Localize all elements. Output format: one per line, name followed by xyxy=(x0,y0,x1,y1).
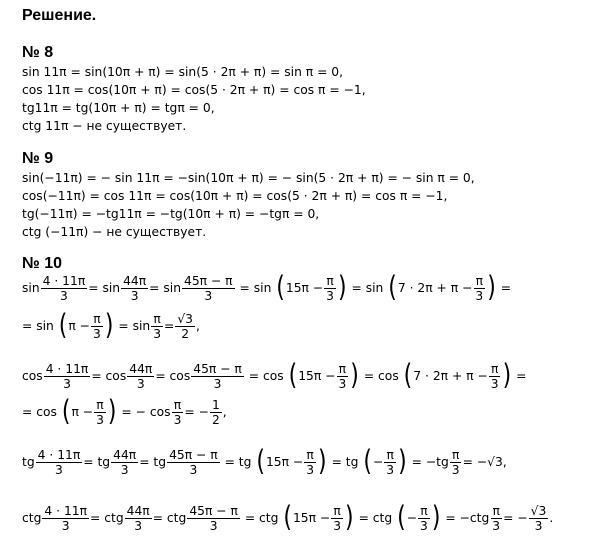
solution-title: Решение. xyxy=(22,7,97,24)
n10-sin-row1: sin $\frac{4 \cdot 11\pi}{3}$ = sin $\frac{44\pi}{3}$ = sin $\frac{45\pi - \pi}{3}$ = sin ( 15π − $\frac{\pi}{3}$ ) = sin ( 7 · 2π + π − $\frac{\pi}{3}$ ) = xyxy=(22,271,512,304)
n8-line-tg: tg11π = tg(10π + π) = tgπ = 0, xyxy=(22,101,215,115)
n9-line-cos: cos(−11π) = cos 11π = cos(10π + π) = cos(5 · 2π + π) = cos π = −1, xyxy=(22,189,448,203)
n10-tg-row: tg $\frac{4 \cdot 11\pi}{3}$ = tg $\frac{44\pi}{3}$ = tg $\frac{45\pi - \pi}{3}$ = tg ( 15π − $\frac{\pi}{3}$ ) = tg ( − $\frac{\pi}{3}$ ) = − tg $\frac{\pi}{3}$ = −√3 , xyxy=(22,445,507,478)
section-8-header: № 8 xyxy=(22,44,54,61)
section-10-header: № 10 xyxy=(22,255,63,272)
n8-line-cos: cos 11π = cos(10π + π) = cos(5 · 2π + π) = cos π = −1, xyxy=(22,83,366,97)
n9-line-ctg: ctg (−11π) − не существует. xyxy=(22,225,207,239)
n10-sin-row2: = sin ( π − $\frac{\pi}{3}$ ) = sin $\frac{\pi}{3}$ = $\frac{√3}{2}$ , xyxy=(22,309,200,342)
n8-line-sin: sin 11π = sin(10π + π) = sin(5 · 2π + π) = sin π = 0, xyxy=(22,65,344,79)
n10-cos-row1: cos $\frac{4 \cdot 11\pi}{3}$ = cos $\frac{44\pi}{3}$ = cos $\frac{45\pi - \pi}{3}$ = cos ( 15π − $\frac{\pi}{3}$ ) = cos ( 7 · 2π + π − $\frac{\pi}{3}$ ) = xyxy=(22,359,527,392)
section-9-header: № 9 xyxy=(22,150,54,167)
n9-line-tg: tg(−11π) = −tg11π = −tg(10π + π) = −tgπ = 0, xyxy=(22,207,320,221)
n10-ctg-row: ctg $\frac{4 \cdot 11\pi}{3}$ = ctg $\frac{44\pi}{3}$ = ctg $\frac{45\pi - \pi}{3}$ = ctg ( 15π − $\frac{\pi}{3}$ ) = ctg ( − $\frac{\pi}{3}$ ) = − ctg $\frac{\pi}{3}$ = − $\frac{√3}{3}$ . xyxy=(22,501,554,534)
n8-line-ctg: ctg 11π − не существует. xyxy=(22,119,187,133)
n9-line-sin: sin(−11π) = − sin 11π = −sin(10π + π) = − sin(5 · 2π + π) = − sin π = 0, xyxy=(22,171,475,185)
n10-cos-row2: = cos ( π − $\frac{\pi}{3}$ ) = − cos $\frac{\pi}{3}$ = − $\frac{1}{2}$ , xyxy=(22,395,227,428)
